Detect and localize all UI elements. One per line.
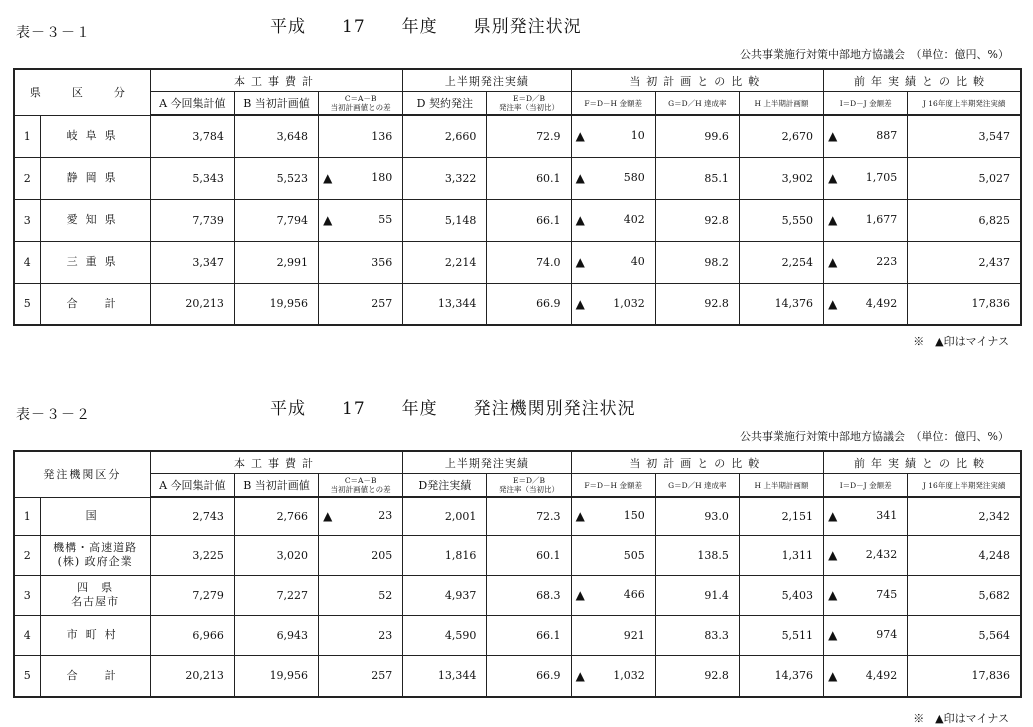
value-cell — [487, 575, 571, 615]
value-cell — [319, 283, 403, 325]
value-cell — [319, 575, 403, 615]
value-cell — [319, 615, 403, 655]
footnote: ※ ▲印はマイナス — [913, 335, 1009, 348]
group-header: 前年実績との比較 — [824, 69, 1021, 92]
value-cell — [655, 575, 739, 615]
value-cell — [487, 157, 571, 199]
value-cell — [403, 497, 487, 535]
value-cell — [234, 157, 318, 199]
value-text: 20,213 — [185, 297, 224, 311]
column-header: B 当初計画値 — [234, 474, 318, 498]
value-cell — [234, 655, 318, 697]
value-text: 7,279 — [192, 588, 224, 602]
row-number: 4 — [14, 241, 40, 283]
value-cell — [655, 535, 739, 575]
value-cell — [487, 615, 571, 655]
row-name: 機構・高速道路 (株) 政府企業 — [40, 535, 150, 575]
value-text: 5,682 — [978, 588, 1010, 602]
row-name: 国 — [40, 497, 150, 535]
value-text: 4,937 — [444, 588, 477, 602]
value-text: 60.1 — [536, 548, 561, 562]
row-name: 愛知県 — [40, 199, 150, 241]
org-unit: 公共事業施行対策中部地方協議会 （単位：億円、%） — [740, 48, 1009, 61]
column-header: G＝D／H 達成率 — [655, 92, 739, 116]
value-cell — [655, 497, 739, 535]
row-name: 市町村 — [40, 615, 150, 655]
row-name: 合 計 — [40, 655, 150, 697]
value-text: 2,743 — [192, 509, 224, 523]
value-text: 4,492 — [865, 296, 898, 310]
column-header: E＝D／B 発注率（当初比） — [487, 474, 571, 498]
negative-marker-icon: ▲ — [575, 129, 585, 144]
value-text: 66.1 — [536, 213, 561, 227]
value-cell — [908, 199, 1021, 241]
group-header: 上半期発注実績 — [403, 451, 571, 474]
value-text: 2,342 — [978, 509, 1010, 523]
value-cell — [655, 241, 739, 283]
value-text: 257 — [371, 297, 393, 311]
value-cell — [403, 283, 487, 325]
value-text: 3,648 — [276, 129, 309, 143]
row-name: 四 県 名古屋市 — [40, 575, 150, 615]
value-cell — [739, 241, 823, 283]
row-number: 4 — [14, 615, 40, 655]
column-header: A 今回集計値 — [150, 92, 234, 116]
value-cell — [571, 497, 655, 535]
value-cell — [150, 655, 234, 697]
value-text: 13,344 — [437, 669, 477, 683]
value-text: 20,213 — [185, 669, 224, 683]
value-cell — [571, 655, 655, 697]
value-text: 3,547 — [978, 129, 1010, 143]
value-cell — [908, 157, 1021, 199]
value-text: 505 — [623, 548, 645, 562]
value-text: 23 — [378, 509, 393, 523]
value-cell — [824, 575, 908, 615]
value-text: 3,347 — [192, 255, 224, 269]
value-cell — [739, 157, 823, 199]
value-text: 5,403 — [781, 588, 814, 602]
table-row — [14, 283, 1021, 325]
value-text: 5,523 — [276, 171, 309, 185]
value-cell — [571, 157, 655, 199]
value-cell — [150, 497, 234, 535]
column-header: I＝D－J 金額差 — [824, 92, 908, 116]
value-cell — [487, 283, 571, 325]
value-text: 10 — [630, 129, 645, 143]
value-text: 72.9 — [536, 129, 561, 143]
value-cell — [487, 115, 571, 157]
value-cell — [319, 115, 403, 157]
value-text: 6,825 — [978, 213, 1010, 227]
corner-header: 発注機関区分 — [14, 451, 150, 497]
value-text: 5,564 — [978, 628, 1010, 642]
value-text: 74.0 — [536, 255, 561, 269]
value-text: 98.2 — [704, 255, 729, 269]
value-cell — [487, 535, 571, 575]
value-text: 72.3 — [536, 509, 561, 523]
value-text: 138.5 — [697, 548, 729, 562]
value-text: 5,027 — [978, 171, 1010, 185]
value-text: 14,376 — [774, 669, 814, 683]
negative-marker-icon: ▲ — [575, 213, 585, 227]
value-cell — [571, 575, 655, 615]
value-cell — [403, 157, 487, 199]
group-header: 上半期発注実績 — [403, 69, 571, 92]
value-cell — [571, 615, 655, 655]
value-text: 92.8 — [704, 669, 729, 683]
value-text: 68.3 — [536, 588, 561, 602]
value-text: 4,492 — [865, 668, 898, 682]
value-text: 66.9 — [536, 297, 561, 311]
value-text: 5,511 — [781, 628, 814, 642]
value-cell — [403, 655, 487, 697]
value-text: 745 — [876, 588, 898, 601]
value-cell — [234, 615, 318, 655]
table-row — [14, 199, 1021, 241]
value-text: 150 — [623, 509, 645, 523]
value-text: 1,816 — [444, 548, 477, 562]
row-number: 2 — [14, 157, 40, 199]
negative-marker-icon: ▲ — [828, 129, 838, 144]
value-cell — [655, 283, 739, 325]
table-row — [14, 497, 1021, 535]
value-cell — [150, 157, 234, 199]
value-text: 2,660 — [444, 129, 477, 143]
value-cell — [571, 241, 655, 283]
table-row — [14, 157, 1021, 199]
value-cell — [403, 241, 487, 283]
agency-table — [13, 450, 1022, 698]
value-cell — [739, 575, 823, 615]
column-header: J 16年度上半期発注実績 — [908, 92, 1021, 116]
footnote: ※ ▲印はマイナス — [913, 712, 1009, 725]
negative-marker-icon: ▲ — [575, 588, 585, 602]
value-cell — [908, 615, 1021, 655]
negative-marker-icon: ▲ — [828, 509, 838, 524]
value-cell — [319, 157, 403, 199]
value-text: 466 — [623, 588, 645, 601]
value-text: 180 — [371, 171, 393, 184]
value-text: 2,432 — [865, 548, 898, 561]
row-name: 三重県 — [40, 241, 150, 283]
row-number: 5 — [14, 655, 40, 697]
value-cell — [739, 615, 823, 655]
value-cell — [150, 283, 234, 325]
value-text: 1,705 — [865, 171, 898, 184]
table-row — [14, 655, 1021, 697]
negative-marker-icon: ▲ — [828, 628, 838, 642]
negative-marker-icon: ▲ — [323, 509, 333, 524]
value-cell — [908, 497, 1021, 535]
negative-marker-icon: ▲ — [828, 171, 838, 185]
value-cell — [739, 655, 823, 697]
value-cell — [319, 535, 403, 575]
column-header: A 今回集計値 — [150, 474, 234, 498]
value-cell — [319, 199, 403, 241]
negative-marker-icon: ▲ — [828, 255, 838, 269]
row-number: 2 — [14, 535, 40, 575]
value-cell — [655, 157, 739, 199]
value-text: 14,376 — [774, 297, 814, 311]
value-cell — [150, 199, 234, 241]
negative-marker-icon: ▲ — [828, 548, 838, 562]
value-text: 257 — [371, 669, 393, 683]
value-cell — [655, 199, 739, 241]
row-number: 3 — [14, 575, 40, 615]
group-header: 前年実績との比較 — [824, 451, 1021, 474]
value-cell — [739, 497, 823, 535]
value-cell — [908, 575, 1021, 615]
value-cell — [234, 283, 318, 325]
value-text: 60.1 — [536, 171, 561, 185]
value-cell — [739, 115, 823, 157]
value-text: 2,214 — [444, 255, 477, 269]
column-header: F＝D－H 金額差 — [571, 92, 655, 116]
value-text: 92.8 — [704, 297, 729, 311]
value-cell — [403, 535, 487, 575]
value-cell — [150, 241, 234, 283]
value-text: 91.4 — [704, 588, 729, 602]
value-text: 55 — [378, 213, 393, 226]
row-number: 3 — [14, 199, 40, 241]
column-header: D 契約発注 — [403, 92, 487, 116]
negative-marker-icon: ▲ — [575, 255, 585, 269]
value-cell — [824, 497, 908, 535]
value-text: 85.1 — [704, 171, 729, 185]
negative-marker-icon: ▲ — [575, 509, 585, 524]
value-text: 7,739 — [192, 213, 224, 227]
value-text: 7,794 — [276, 213, 309, 227]
value-cell — [571, 199, 655, 241]
table-title: 平成 17 年度 県別発注状況 — [270, 17, 582, 37]
value-text: 19,956 — [269, 297, 309, 311]
column-header: J 16年度上半期発注実績 — [908, 474, 1021, 498]
column-header: E＝D／B 発注率（当初比） — [487, 92, 571, 116]
value-text: 580 — [623, 171, 645, 184]
value-cell — [655, 115, 739, 157]
value-text: 23 — [378, 628, 393, 642]
negative-marker-icon: ▲ — [828, 588, 838, 602]
value-text: 136 — [371, 129, 393, 143]
value-cell — [824, 615, 908, 655]
column-header: I＝D－J 金額差 — [824, 474, 908, 498]
value-cell — [908, 115, 1021, 157]
value-text: 205 — [371, 548, 393, 562]
value-text: 6,966 — [192, 628, 224, 642]
value-text: 887 — [876, 129, 898, 143]
value-text: 5,148 — [444, 213, 477, 227]
value-text: 40 — [630, 255, 645, 268]
value-text: 66.1 — [536, 628, 561, 642]
value-cell — [403, 115, 487, 157]
value-text: 19,956 — [269, 669, 309, 683]
value-cell — [150, 575, 234, 615]
table-label: 表－３－１ — [16, 25, 91, 41]
value-cell — [739, 199, 823, 241]
value-cell — [824, 535, 908, 575]
value-text: 5,343 — [192, 171, 224, 185]
value-text: 13,344 — [437, 297, 477, 311]
value-cell — [487, 497, 571, 535]
value-cell — [908, 655, 1021, 697]
row-name: 岐阜県 — [40, 115, 150, 157]
value-text: 223 — [876, 255, 898, 268]
value-text: 92.8 — [704, 213, 729, 227]
group-header: 本工事費計 — [150, 69, 403, 92]
column-header: C＝A－B 当初計画値との差 — [319, 474, 403, 498]
value-text: 3,784 — [192, 129, 224, 143]
value-cell — [908, 535, 1021, 575]
value-cell — [234, 575, 318, 615]
negative-marker-icon: ▲ — [575, 668, 585, 683]
negative-marker-icon: ▲ — [828, 296, 838, 311]
value-text: 52 — [378, 588, 393, 602]
value-cell — [319, 241, 403, 283]
value-text: 2,766 — [276, 509, 309, 523]
value-text: 974 — [876, 628, 898, 641]
value-cell — [571, 283, 655, 325]
value-cell — [150, 115, 234, 157]
row-number: 1 — [14, 497, 40, 535]
value-cell — [234, 115, 318, 157]
value-cell — [150, 535, 234, 575]
value-text: 93.0 — [704, 509, 729, 523]
value-cell — [403, 615, 487, 655]
value-text: 1,311 — [781, 548, 814, 562]
value-text: 5,550 — [781, 213, 814, 227]
value-cell — [908, 283, 1021, 325]
value-text: 2,254 — [781, 255, 814, 269]
value-text: 3,020 — [276, 548, 309, 562]
table-row — [14, 615, 1021, 655]
table-label: 表－３－２ — [16, 407, 91, 423]
value-cell — [234, 535, 318, 575]
column-header: C＝A－B 当初計画値との差 — [319, 92, 403, 116]
value-cell — [824, 241, 908, 283]
value-cell — [487, 199, 571, 241]
value-text: 3,902 — [781, 171, 814, 185]
value-text: 341 — [876, 509, 898, 523]
value-cell — [571, 115, 655, 157]
negative-marker-icon: ▲ — [323, 171, 333, 185]
row-number: 5 — [14, 283, 40, 325]
value-cell — [655, 655, 739, 697]
value-cell — [403, 575, 487, 615]
value-cell — [234, 199, 318, 241]
value-cell — [319, 655, 403, 697]
value-cell — [824, 115, 908, 157]
negative-marker-icon: ▲ — [828, 668, 838, 683]
negative-marker-icon: ▲ — [828, 213, 838, 227]
value-text: 2,151 — [781, 509, 814, 523]
column-header: H 上半期計画額 — [739, 474, 823, 498]
value-cell — [824, 655, 908, 697]
row-name: 合 計 — [40, 283, 150, 325]
value-cell — [908, 241, 1021, 283]
value-text: 17,836 — [971, 297, 1010, 311]
value-text: 2,001 — [444, 509, 477, 523]
value-cell — [739, 283, 823, 325]
value-cell — [655, 615, 739, 655]
value-cell — [487, 241, 571, 283]
table-row — [14, 241, 1021, 283]
value-cell — [824, 157, 908, 199]
corner-header: 県 区 分 — [14, 69, 150, 115]
group-header: 当初計画との比較 — [571, 69, 824, 92]
table-row — [14, 575, 1021, 615]
value-text: 4,590 — [444, 628, 477, 642]
group-header: 本工事費計 — [150, 451, 403, 474]
value-text: 3,225 — [192, 548, 224, 562]
group-header: 当初計画との比較 — [571, 451, 824, 474]
value-cell — [824, 283, 908, 325]
prefecture-table — [13, 68, 1022, 326]
value-cell — [234, 497, 318, 535]
value-text: 17,836 — [971, 669, 1010, 683]
column-header: F＝D－H 金額差 — [571, 474, 655, 498]
value-text: 2,670 — [781, 129, 814, 143]
org-unit: 公共事業施行対策中部地方協議会 （単位：億円、%） — [740, 430, 1009, 443]
value-cell — [739, 535, 823, 575]
value-cell — [824, 199, 908, 241]
value-text: 1,032 — [613, 668, 645, 682]
value-text: 83.3 — [704, 628, 729, 642]
column-header: D発注実績 — [403, 474, 487, 498]
column-header: H 上半期計画額 — [739, 92, 823, 116]
value-text: 2,437 — [978, 255, 1010, 269]
value-cell — [319, 497, 403, 535]
table-title: 平成 17 年度 発注機関別発注状況 — [270, 399, 636, 419]
value-cell — [487, 655, 571, 697]
value-cell — [403, 199, 487, 241]
value-text: 1,032 — [613, 296, 645, 310]
column-header: B 当初計画値 — [234, 92, 318, 116]
value-text: 356 — [371, 255, 393, 269]
negative-marker-icon: ▲ — [323, 213, 333, 227]
table-row — [14, 115, 1021, 157]
row-name: 静岡県 — [40, 157, 150, 199]
value-text: 921 — [623, 628, 645, 642]
value-cell — [571, 535, 655, 575]
value-cell — [234, 241, 318, 283]
value-text: 2,991 — [276, 255, 309, 269]
value-text: 3,322 — [444, 171, 477, 185]
row-number: 1 — [14, 115, 40, 157]
value-text: 4,248 — [978, 548, 1010, 562]
table-row — [14, 535, 1021, 575]
column-header: G＝D／H 達成率 — [655, 474, 739, 498]
value-text: 6,943 — [276, 628, 309, 642]
value-text: 402 — [623, 213, 645, 226]
value-cell — [150, 615, 234, 655]
negative-marker-icon: ▲ — [575, 171, 585, 185]
value-text: 66.9 — [536, 669, 561, 683]
negative-marker-icon: ▲ — [575, 296, 585, 311]
value-text: 7,227 — [276, 588, 309, 602]
value-text: 99.6 — [704, 129, 729, 143]
value-text: 1,677 — [865, 213, 898, 226]
